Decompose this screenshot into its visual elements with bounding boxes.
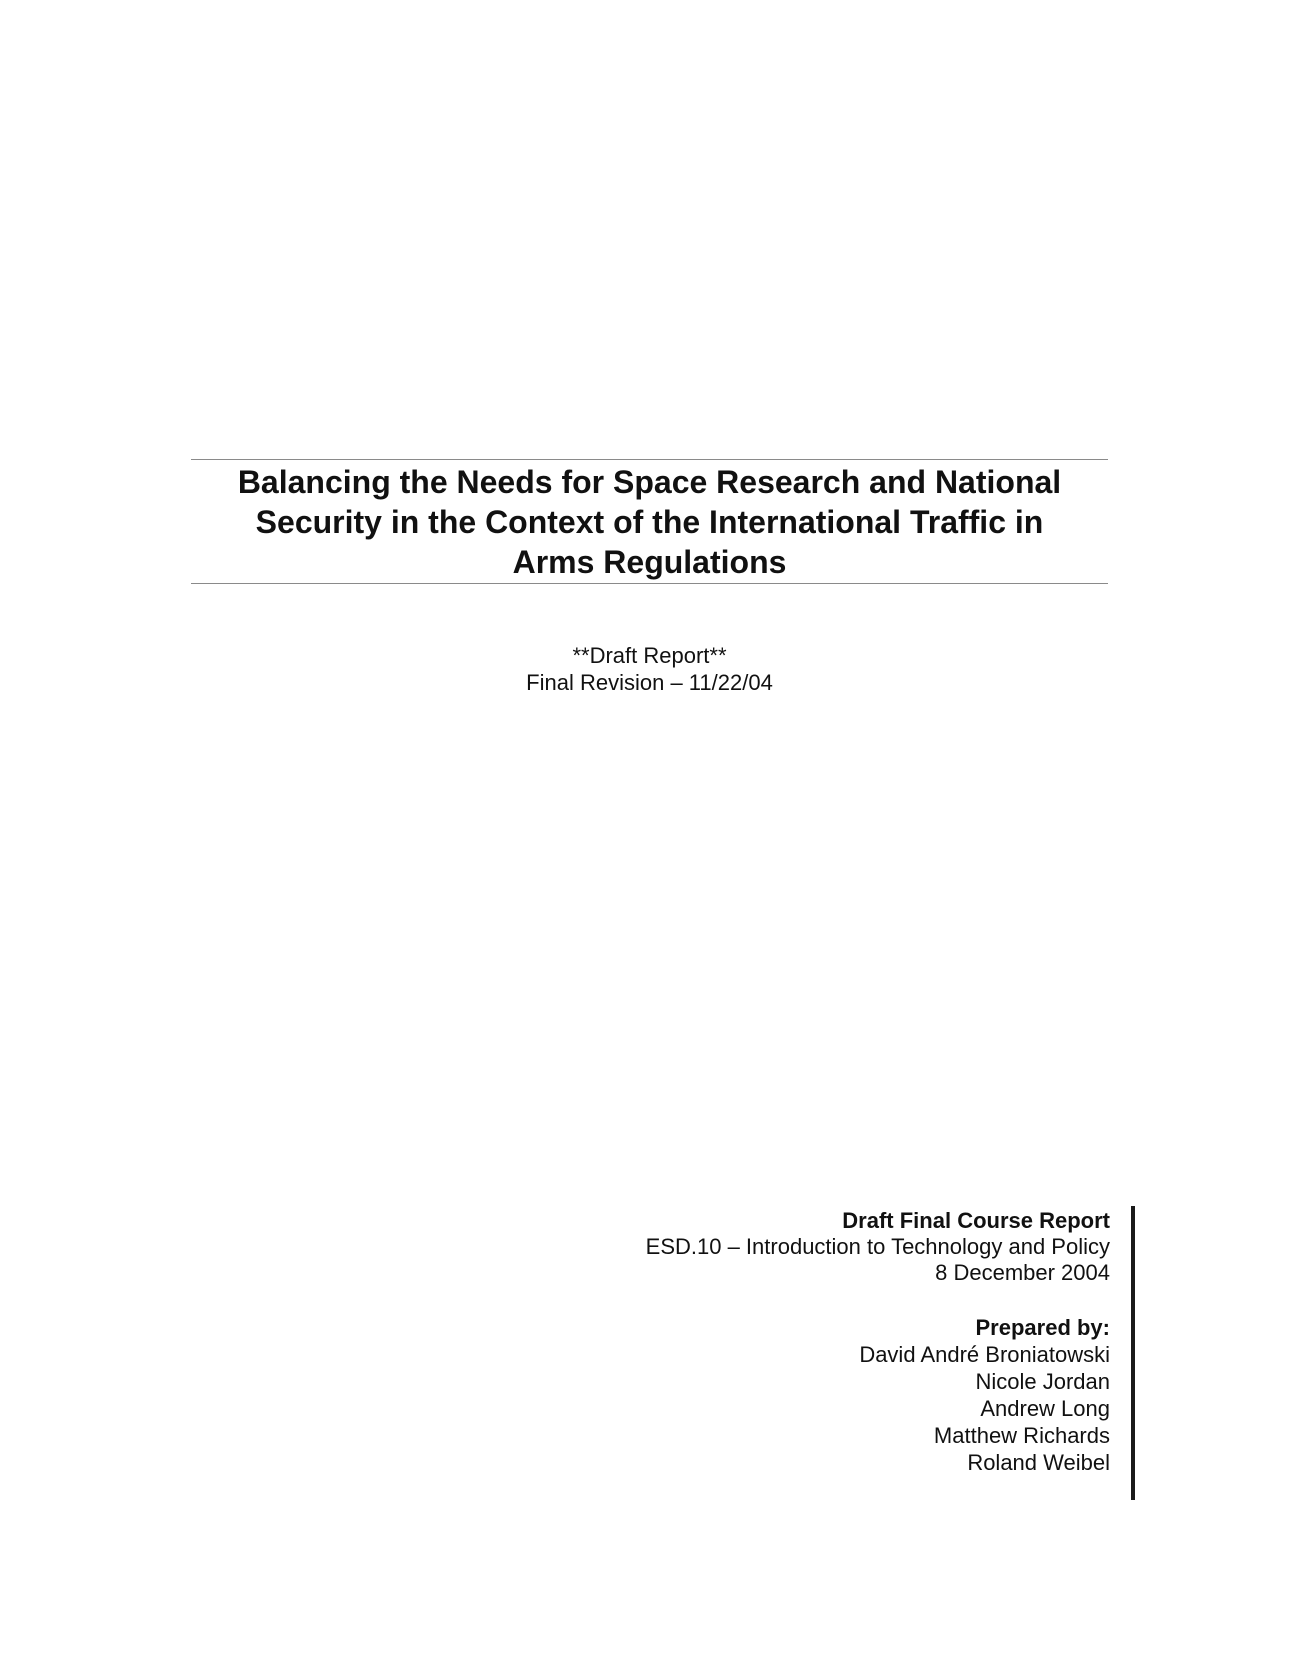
- course-name: ESD.10 – Introduction to Technology and Policy: [645, 1234, 1110, 1259]
- side-rule: [1131, 1206, 1135, 1500]
- course-info: [500, 1208, 1110, 1286]
- draft-info: [191, 642, 1108, 696]
- course-report-heading: Draft Final Course Report: [842, 1208, 1110, 1233]
- prepared-by-block: [500, 1315, 1110, 1476]
- author-name: Matthew Richards: [933, 1423, 1110, 1448]
- revision-date: Final Revision – 11/22/04: [526, 670, 773, 695]
- prepared-by-heading: Prepared by:: [975, 1315, 1110, 1340]
- title-rule-top: [191, 459, 1108, 460]
- title-line: Balancing the Needs for Space Research and National: [237, 464, 1062, 500]
- report-date: 8 December 2004: [935, 1260, 1110, 1285]
- author-name: David André Broniatowski: [859, 1342, 1110, 1367]
- author-name: Nicole Jordan: [975, 1369, 1110, 1394]
- draft-label: **Draft Report**: [572, 643, 727, 668]
- title-line: Security in the Context of the International Traffic in: [255, 504, 1044, 540]
- title-rule-bottom: [191, 583, 1108, 584]
- report-title: [191, 462, 1108, 582]
- author-name: Andrew Long: [980, 1396, 1110, 1421]
- title-line: Arms Regulations: [512, 544, 787, 580]
- author-name: Roland Weibel: [967, 1450, 1110, 1475]
